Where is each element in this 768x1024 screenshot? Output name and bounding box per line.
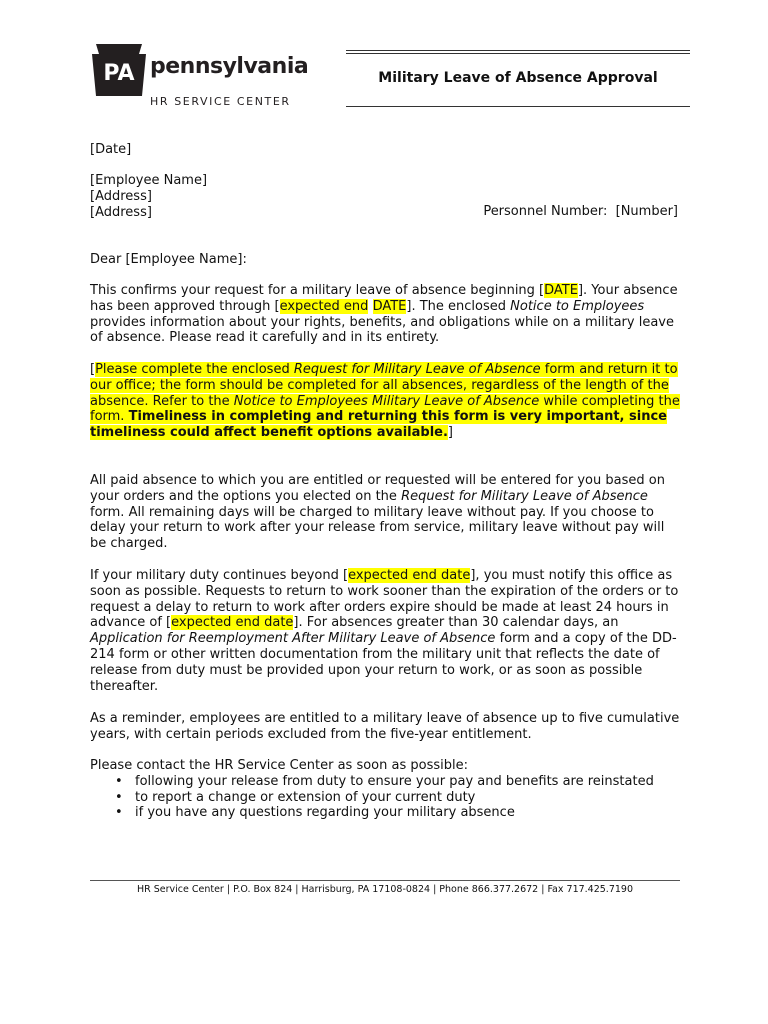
paragraph-paid-absence [90, 473, 680, 552]
address-line-1: [Address] [90, 188, 152, 204]
p3-request-title: Request for Military Leave of Absence [401, 488, 648, 504]
keystone-icon [92, 44, 146, 96]
p2-open-bracket: [ [90, 362, 96, 377]
p4-application-title: Application for Reemployment After Military Leave of Absence [90, 631, 496, 647]
p2-notice-title: Notice to Employees Military Leave of Absence [233, 393, 540, 409]
title-block [346, 50, 690, 108]
p4-text-a: If your military duty continues beyond [ [90, 568, 349, 583]
p4-text-d: form and a copy of the DD-214 form or other written documentation from the military unit that reflects the date of release from duty must be provided upon your return to work, or as soon as possible thereafter. [90, 631, 677, 694]
footer-contact: HR Service Center | P.O. Box 824 | Harrisburg, PA 17108-0824 | Phone 866.377.2672 | Fax 717.425.7190 [136, 884, 634, 895]
logo-wordmark: pennsylvania [150, 54, 309, 79]
title-rule-top [346, 50, 690, 54]
p4-text-c: ]. For absences greater than 30 calendar days, an [293, 615, 619, 631]
personnel-value: [Number] [615, 204, 678, 219]
p6-intro: Please contact the HR Service Center as soon as possible: [90, 758, 468, 773]
p2-text-a: Please complete the enclosed [95, 362, 294, 377]
p2-bold-warning: Timeliness in completing and returning this form is very important, since timeliness could affect benefit options available. [90, 409, 667, 441]
paragraph-confirmation [90, 283, 680, 346]
p2-highlight [90, 362, 680, 440]
p5-text: As a reminder, employees are entitled to a military leave of absence up to five cumulative years, with certain periods excluded from the five-year entitlement. [90, 711, 680, 742]
p1-text-d: provides information about your rights, benefits, and obligations while on a military leave of absence. Please read it carefully and in its entirety. [90, 314, 674, 346]
p2-text-c: while completing the form. [90, 393, 680, 425]
p4-highlight-end-date-2: expected end date [171, 615, 294, 631]
p1-highlight-end-date: DATE [372, 298, 407, 314]
letter-date-block [90, 142, 680, 158]
p3-text-a: All paid absence to which you are entitled or requested will be entered for you based on your orders and the options you elected on the [90, 473, 665, 504]
logo-mark-text: PA [103, 61, 135, 86]
p3-text-b: form. All remaining days will be charged to military leave without pay. If you choose to delay your return to work after your release from service, military leave without pay will be charged. [90, 504, 665, 552]
list-item: • to report a change or extension of your current duty [90, 790, 680, 806]
salutation [90, 252, 680, 268]
list-item: • following your release from duty to ensure your pay and benefits are reinstated [90, 774, 680, 790]
title-rule-bottom [346, 106, 690, 107]
pennsylvania-logo [92, 44, 309, 110]
p1-text-c: ]. The enclosed [406, 298, 511, 314]
p4-text-b: ], you must notify this office as soon as possible. Requests to return to work sooner than the expiration of the orders or to request a delay to return to work after orders expire should be made at least 24 hours in advance of [ [90, 568, 679, 631]
document-title: Military Leave of Absence Approval [378, 70, 658, 86]
personnel-label: Personnel Number: [483, 204, 608, 219]
paragraph-reminder [90, 711, 680, 743]
p1-highlight-expected-end: expected end [279, 298, 369, 314]
p2-close-bracket: ] [447, 425, 453, 441]
footer-rule [90, 880, 680, 881]
logo-subtitle: HR SERVICE CENTER [150, 95, 291, 108]
personnel-number [483, 204, 678, 219]
p2-request-title: Request for Military Leave of Absence [293, 362, 541, 377]
p2-text-b: form and return it to our office; the form should be completed for all absences, regardless of the length of the absence. Refer to the [90, 362, 678, 409]
p1-notice-title: Notice to Employees [510, 298, 645, 314]
address-line-2: [Address] [90, 204, 152, 220]
p1-text-b: ]. Your absence has been approved through [ [90, 283, 678, 314]
paragraph-complete-form [90, 362, 680, 441]
employee-name: [Employee Name] [90, 173, 208, 188]
salutation-text: Dear [Employee Name]: [90, 252, 247, 267]
p4-highlight-end-date-1: expected end date [348, 568, 471, 583]
paragraph-duty-continues [90, 568, 680, 694]
p1-text-a: This confirms your request for a military leave of absence beginning [ [90, 283, 545, 298]
paragraph-contact [90, 758, 680, 821]
letter-date: [Date] [90, 142, 132, 157]
contact-reasons-list [90, 774, 680, 821]
list-item: • if you have any questions regarding your military absence [90, 805, 680, 821]
p1-highlight-date: DATE [544, 283, 578, 298]
